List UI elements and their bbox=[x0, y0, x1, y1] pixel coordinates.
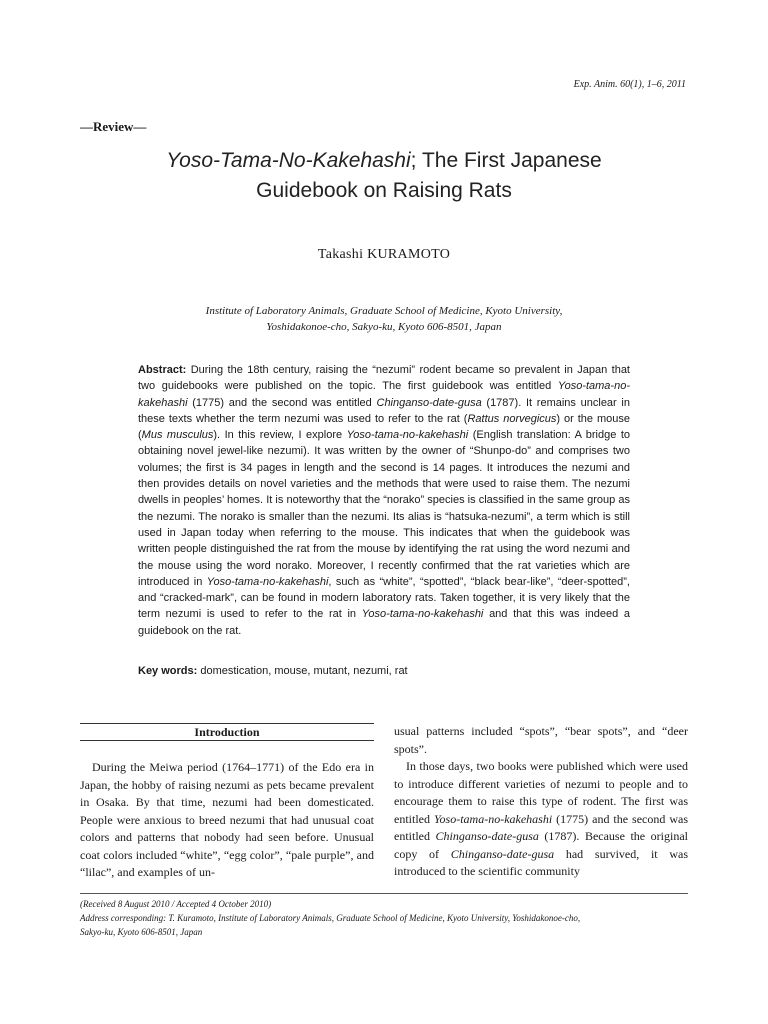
body-italic: Yoso-tama-no-kakehashi bbox=[433, 811, 553, 826]
title-rest: ; The First Japanese bbox=[410, 149, 602, 172]
footnote-divider bbox=[80, 893, 688, 894]
right-column bbox=[394, 723, 688, 881]
abstract-italic: Yoso-tama-no-kakehashi bbox=[138, 380, 630, 409]
body-italic: Chinganso-date-gusa bbox=[435, 829, 539, 843]
keywords-label: Key words: bbox=[138, 665, 198, 677]
abstract-text: ). In this review, I explore bbox=[213, 429, 347, 442]
abstract-italic: Rattus norvegicus bbox=[467, 412, 557, 425]
keywords bbox=[138, 665, 630, 677]
keywords-text: domestication, mouse, mutant, nezumi, rat bbox=[197, 665, 408, 677]
author-name: Takashi KURAMOTO bbox=[317, 247, 451, 262]
abstract bbox=[138, 362, 630, 639]
abstract-text: and that this was indeed a guidebook on the rat. bbox=[138, 608, 630, 637]
footnotes bbox=[80, 897, 688, 939]
abstract-text: During the 18th century, raising the “nezumi” rodent became so prevalent in Japan that two guidebooks were published on the topic. The first guidebook was entitled bbox=[138, 364, 630, 393]
abstract-label: Abstract: bbox=[138, 364, 187, 376]
correspondence-address-line-1: Address corresponding: T. Kuramoto, Institute of Laboratory Animals, Graduate School of Medicine, Kyoto University, Yoshidakonoe-cho, bbox=[80, 913, 581, 923]
section-type-label: —Review— bbox=[80, 119, 147, 134]
intro-paragraph-2 bbox=[394, 758, 688, 881]
affiliation-line-1: Institute of Laboratory Animals, Graduate School of Medicine, Kyoto University, bbox=[205, 305, 563, 317]
affiliation-line-2: Yoshidakonoe-cho, Sakyo-ku, Kyoto 606-8501, Japan bbox=[266, 321, 502, 333]
body-text: (1775) and the second was entitled bbox=[394, 811, 688, 843]
abstract-italic: Yoso-tama-no-kakehashi bbox=[206, 575, 329, 588]
body-text: had survived, it was introduced to the scientific community bbox=[394, 846, 689, 878]
body-italic: Chinganso-date-gusa bbox=[450, 846, 555, 861]
left-column bbox=[80, 759, 374, 882]
abstract-italic: Yoso-tama-no-kakehashi bbox=[361, 608, 484, 621]
abstract-italic: Mus musculus bbox=[141, 429, 214, 442]
journal-citation: Exp. Anim. 60(1), 1–6, 2011 bbox=[573, 79, 686, 90]
affiliation bbox=[80, 303, 688, 335]
correspondence-address-line-2: Sakyo-ku, Kyoto 606-8501, Japan bbox=[80, 927, 203, 937]
abstract-text: , such as “white”, “spotted”, “black bear-like”, “deer-spotted”, and “cracked-mark”, can be found in modern laboratory rats. Taken together, it is very likely that the term nezumi is used to refer to the rat in bbox=[138, 575, 630, 621]
title-italic: Yoso-Tama-No-Kakehashi bbox=[166, 149, 411, 172]
abstract-text: ) or the mouse ( bbox=[138, 412, 630, 442]
title-line-2: Guidebook on Raising Rats bbox=[256, 179, 512, 202]
abstract-text: (English translation: A bridge to obtaining novel jewel-like nezumi). It was written by the owner of “Shunpo-do” and comprises two volumes; the first is 34 pages in length and the second is 14 pages. It introduces the nezumi and then provides details on novel varieties and the methods that were used to raise them. The nezumi dwells in peoples’ homes. It is noteworthy that the “norako” species is classified in the same group as the nezumi. The norako is smaller than the nezumi. Its alias is “hatsuka-nezumi”, a term which is still used in Japan today when referring to the mouse. This indicates that when the guidebook was written people distinguished the rat from the mouse by identifying the rat using the word nezumi and the mouse using the word norako. Moreover, I recently confirmed that the rat varieties which are introduced in bbox=[138, 429, 630, 588]
received-dates: (Received 8 August 2010 / Accepted 4 October 2010) bbox=[80, 899, 272, 909]
body-text: (1787). Because the original copy of bbox=[394, 829, 688, 861]
title-line-1 bbox=[80, 146, 688, 176]
introduction-heading: Introduction bbox=[80, 723, 374, 741]
abstract-italic: Chinganso-date-gusa bbox=[376, 396, 482, 409]
intro-paragraph-continued: usual patterns included “spots”, “bear spots”, and “deer spots”. bbox=[394, 724, 688, 756]
body-text: In those days, two books were published which were used to introduce different varieties of nezumi to people and to encourage them to raise this type of rodent. The first was entitled bbox=[394, 759, 688, 826]
abstract-text: (1787). It remains unclear in these texts whether the term nezumi was used to refer to the rat ( bbox=[138, 396, 630, 425]
abstract-text: (1775) and the second was entitled bbox=[187, 396, 377, 409]
abstract-italic: Yoso-tama-no-kakehashi bbox=[346, 429, 469, 442]
article-title bbox=[80, 146, 688, 206]
intro-paragraph-1: During the Meiwa period (1764–1771) of the Edo era in Japan, the hobby of raising nezumi as pets became prevalent in Osaka. By that time, nezumi had been domesticated. People were anxious to breed nezumi that had unusual coat colors and patterns that nobody had seen before. Unusual coat colors included “white”, “egg color”, “pale purple”, and “lilac”, and examples of un- bbox=[80, 760, 374, 879]
